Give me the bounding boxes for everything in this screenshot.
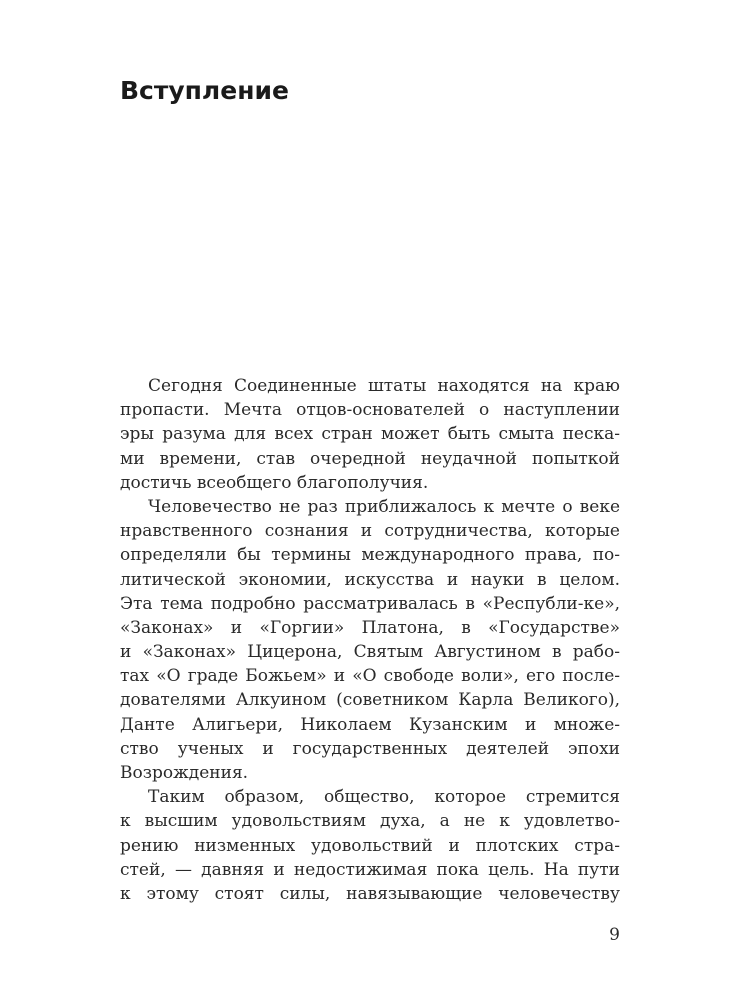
paragraph-3 xyxy=(120,785,620,906)
text-line: Возрождения. xyxy=(120,763,249,783)
text-line: тах «О граде Божьем» и «О свободе воли», его после- xyxy=(120,666,620,687)
text-line: «Законах» и «Горгии» Платона, в «Государстве» xyxy=(120,617,620,638)
text-line: Человечество не раз приближалось к мечте о веке xyxy=(148,496,620,517)
text-line: и «Законах» Цицерона, Святым Августином в рабо- xyxy=(120,642,620,663)
text-line: нравственного сознания и сотрудничества, которые xyxy=(120,521,620,542)
text-line: Сегодня Соединенные штаты находятся на краю xyxy=(148,376,620,396)
text-line: Таким образом, общество, которое стремится xyxy=(148,787,620,808)
paragraph-2 xyxy=(120,495,620,785)
paragraph-1 xyxy=(120,374,620,495)
text-line: пропасти. Мечта отцов-основателей о наступлении xyxy=(120,400,620,421)
chapter-title: Вступление xyxy=(120,76,289,105)
text-line: дователями Алкуином (советником Карла Великого), xyxy=(120,690,620,711)
body-text xyxy=(120,374,620,906)
text-line: эры разума для всех стран может быть смыта песка- xyxy=(120,424,620,445)
text-line: определяли бы термины международного права, по- xyxy=(120,545,620,566)
text-line: ми времени, став очередной неудачной попыткой xyxy=(120,448,620,469)
text-line: Эта тема подробно рассматривалась в «Республи-ке», xyxy=(120,593,620,614)
text-line: к высшим удовольствиям духа, а не к удовлетво- xyxy=(120,811,620,832)
page-number: 9 xyxy=(609,925,620,945)
text-line: стей, — давняя и недостижимая пока цель. На пути xyxy=(120,859,620,880)
text-line: ство ученых и государственных деятелей эпохи xyxy=(120,738,620,759)
text-line: достичь всеобщего благополучия. xyxy=(120,472,429,493)
text-line: рению низменных удовольствий и плотских стра- xyxy=(120,835,620,856)
text-line: Данте Алигьери, Николаем Кузанским и множе- xyxy=(120,714,620,735)
text-line: литической экономии, искусства и науки в целом. xyxy=(120,569,620,590)
text-line: к этому стоят силы, навязывающие человечеству xyxy=(120,883,620,904)
